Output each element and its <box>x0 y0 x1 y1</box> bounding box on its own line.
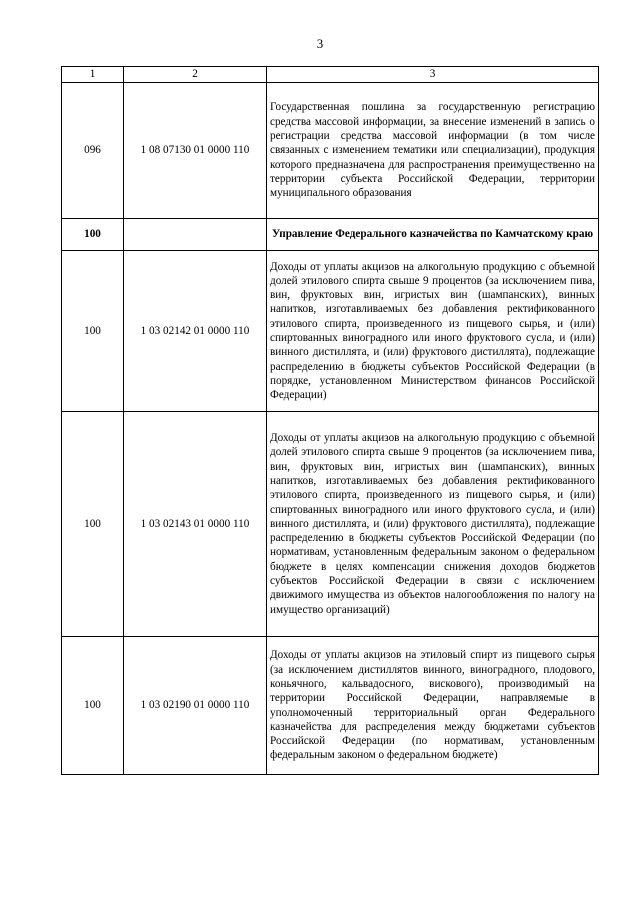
table-row <box>62 412 599 637</box>
admin-code-cell: 100 <box>62 637 124 775</box>
page-number: 3 <box>316 36 324 51</box>
column-header-1: 1 <box>62 67 124 83</box>
table-row <box>62 83 599 219</box>
section-header-row <box>62 219 599 251</box>
income-description-cell: Доходы от уплаты акцизов на алкогольную продукцию с объемной долей этилового спирта свыше 9 процентов (за исключением пива, вин, фруктовых вин, игристых вин (шампанских), винных напитков, изготавливаемых без добавления ректификованного этилового спирта, произведенного из пищевого сырья, и (или) спиртованных виноградного или иного фруктового сусла, и (или) винного дистиллята, и (или) фруктового дистиллята), подлежащие распределению в бюджеты субъектов Российской Федерации (в порядке, установленном Министерством финансов Российской Федерации) <box>267 251 599 412</box>
kbk-code-cell: 1 08 07130 01 0000 110 <box>124 83 267 219</box>
admin-code-cell: 100 <box>62 251 124 412</box>
admin-code-cell: 100 <box>62 219 124 251</box>
column-header-3: 3 <box>267 67 599 83</box>
admin-code-cell: 100 <box>62 412 124 637</box>
kbk-code-cell: 1 03 02143 01 0000 110 <box>124 412 267 637</box>
income-codes-table <box>61 66 599 775</box>
kbk-code-cell: 1 03 02142 01 0000 110 <box>124 251 267 412</box>
kbk-code-cell <box>124 219 267 251</box>
column-header-2: 2 <box>124 67 267 83</box>
section-title-cell: Управление Федерального казначейства по Камчатскому краю <box>267 219 599 251</box>
table-row <box>62 637 599 775</box>
admin-code-cell: 096 <box>62 83 124 219</box>
income-description-cell: Доходы от уплаты акцизов на этиловый спирт из пищевого сырья (за исключением дистиллятов винного, виноградного, плодового, коньячного, кальвадосного, вискового), производимый на территории Российской Федерации, направляемые в уполномоченный территориальный орган Федерального казначейства для распределения между бюджетами субъектов Российской Федерации (по нормативам, установленным федеральным законом о федеральном бюджете) <box>267 637 599 775</box>
income-description-cell: Государственная пошлина за государственную регистрацию средства массовой информации, за внесение изменений в запись о регистрации средства массовой информации (в том числе связанных с изменением тематики или специализации), продукция которого предназначена для распространения преимущественно на территории субъекта Российской Федерации, территории муниципального образования <box>267 83 599 219</box>
table-header-row <box>62 67 599 83</box>
income-description-cell: Доходы от уплаты акцизов на алкогольную продукцию с объемной долей этилового спирта свыше 9 процентов (за исключением пива, вин, фруктовых вин, игристых вин (шампанских), винных напитков, изготавливаемых без добавления ректификованного этилового спирта, произведенного из пищевого сырья, и (или) спиртованных виноградного или иного фруктового сусла, и (или) винного дистиллята, и (или) фруктового дистиллята), подлежащие распределению в бюджеты субъектов Российской Федерации (по нормативам, установленным федеральным законом о федеральном бюджете в целях компенсации снижения доходов бюджетов субъектов Российской Федерации в связи с исключением движимого имущества из объектов налогообложения по налогу на имущество организаций) <box>267 412 599 637</box>
kbk-code-cell: 1 03 02190 01 0000 110 <box>124 637 267 775</box>
table-row <box>62 251 599 412</box>
